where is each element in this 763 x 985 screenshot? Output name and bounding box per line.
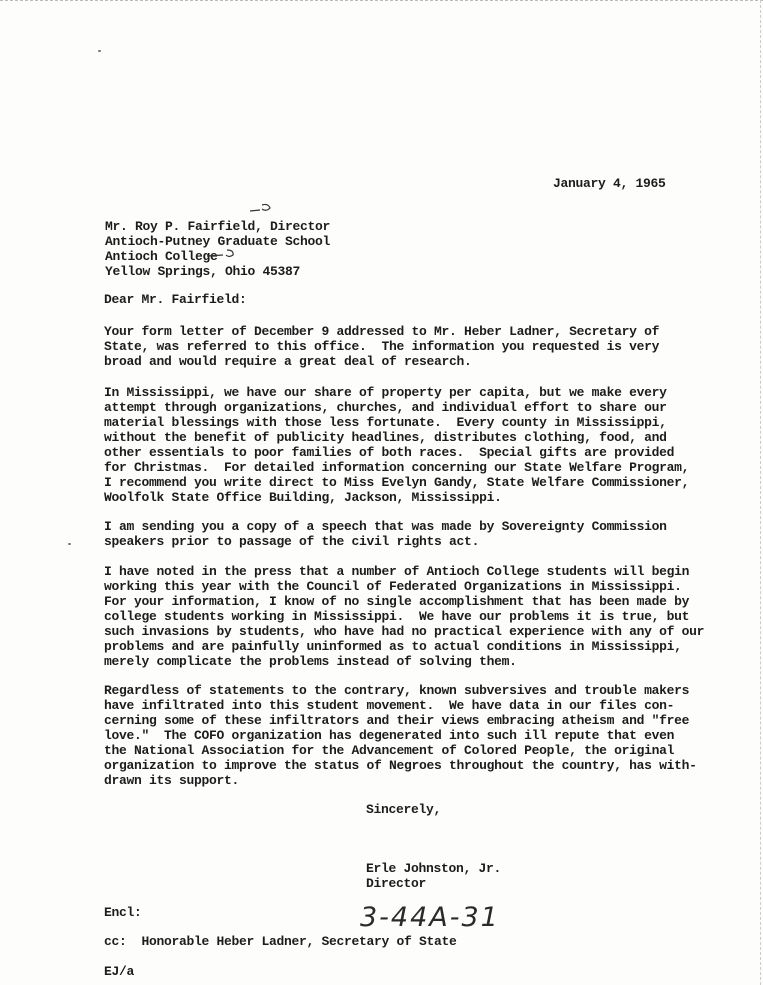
paragraph-2-line-7: I recommend you write direct to Miss Evelyn Gandy, State Welfare Commissioner, — [104, 475, 690, 490]
handwritten-mark-icon — [205, 247, 239, 261]
paragraph-5-line-6: organization to improve the status of Negroes throughout the country, has with- — [104, 758, 697, 773]
closing: Sincerely, — [366, 802, 442, 817]
paragraph-2-line-4: without the benefit of publicity headlines, distributes clothing, food, and — [104, 430, 667, 445]
initials: EJ/a — [104, 964, 135, 979]
paragraph-5-line-2: have infiltrated into this student movement. We have data in our files con- — [104, 698, 675, 713]
scan-speck — [98, 50, 101, 52]
recipient-line-2: Antioch-Putney Graduate School — [105, 234, 331, 249]
signer-title: Director — [366, 876, 427, 891]
paragraph-1-line-2: State, was referred to this office. The information you requested is very — [104, 339, 660, 354]
paragraph-5-line-3: cerning some of these infiltrators and their views embracing atheism and "free — [104, 713, 690, 728]
handwritten-mark-icon — [248, 201, 278, 215]
signer-name: Erle Johnston, Jr. — [366, 861, 502, 876]
letter-date: January 4, 1965 — [553, 176, 666, 191]
salutation: Dear Mr. Fairfield: — [104, 292, 247, 307]
paragraph-2-line-8: Woolfolk State Office Building, Jackson, Mississippi. — [104, 490, 502, 505]
paragraph-1-line-1: Your form letter of December 9 addressed to Mr. Heber Ladner, Secretary of — [104, 324, 660, 339]
cc-line: cc: Honorable Heber Ladner, Secretary of State — [104, 934, 457, 949]
paragraph-5-line-1: Regardless of statements to the contrary, known subversives and trouble makers — [104, 683, 690, 698]
paragraph-2-line-6: for Christmas. For detailed information concerning our State Welfare Program, — [104, 460, 690, 475]
paragraph-5-line-7: drawn its support. — [104, 773, 240, 788]
enclosure-label: Encl: — [104, 905, 142, 920]
paragraph-2-line-1: In Mississippi, we have our share of property per capita, but we make every — [104, 385, 667, 400]
paragraph-4-line-7: merely complicate the problems instead of solving them. — [104, 654, 517, 669]
paragraph-4-line-3: For your information, I know of no single accomplishment that has been made by — [104, 594, 690, 609]
paragraph-4-line-4: college students working in Mississippi. We have our problems it is true, but — [104, 609, 690, 624]
paragraph-3-line-2: speakers prior to passage of the civil rights act. — [104, 534, 480, 549]
paragraph-4-line-6: problems and are painfully uninformed as to actual conditions in Mississippi, — [104, 639, 682, 654]
paragraph-4-line-2: working this year with the Council of Federated Organizations in Mississippi. — [104, 579, 682, 594]
recipient-line-4: Yellow Springs, Ohio 45387 — [105, 264, 301, 279]
paragraph-3-line-1: I am sending you a copy of a speech that was made by Sovereignty Commission — [104, 519, 667, 534]
paragraph-2-line-5: other essentials to poor families of both races. Special gifts are provided — [104, 445, 675, 460]
scan-edge-top — [0, 0, 763, 2]
scan-edge-right — [759, 0, 761, 985]
recipient-line-1: Mr. Roy P. Fairfield, Director — [105, 219, 331, 234]
paragraph-1-line-3: broad and would require a great deal of research. — [104, 354, 472, 369]
paragraph-4-line-1: I have noted in the press that a number of Antioch College students will begin — [104, 564, 690, 579]
paragraph-4-line-5: such invasions by students, who have had no practical experience with any of our — [104, 624, 705, 639]
paragraph-5-line-5: the National Association for the Advancement of Colored People, the original — [104, 743, 675, 758]
paragraph-2-line-3: material blessings with those less fortunate. Every county in Mississippi, — [104, 415, 667, 430]
scan-speck — [68, 543, 71, 545]
paragraph-2-line-2: attempt through organizations, churches, and individual effort to share our — [104, 400, 667, 415]
handwritten-file-number: 3-44A-31 — [360, 902, 500, 933]
paragraph-5-line-4: love." The COFO organization has degenerated into such ill repute that even — [104, 728, 675, 743]
recipient-line-3: Antioch College — [105, 249, 218, 264]
